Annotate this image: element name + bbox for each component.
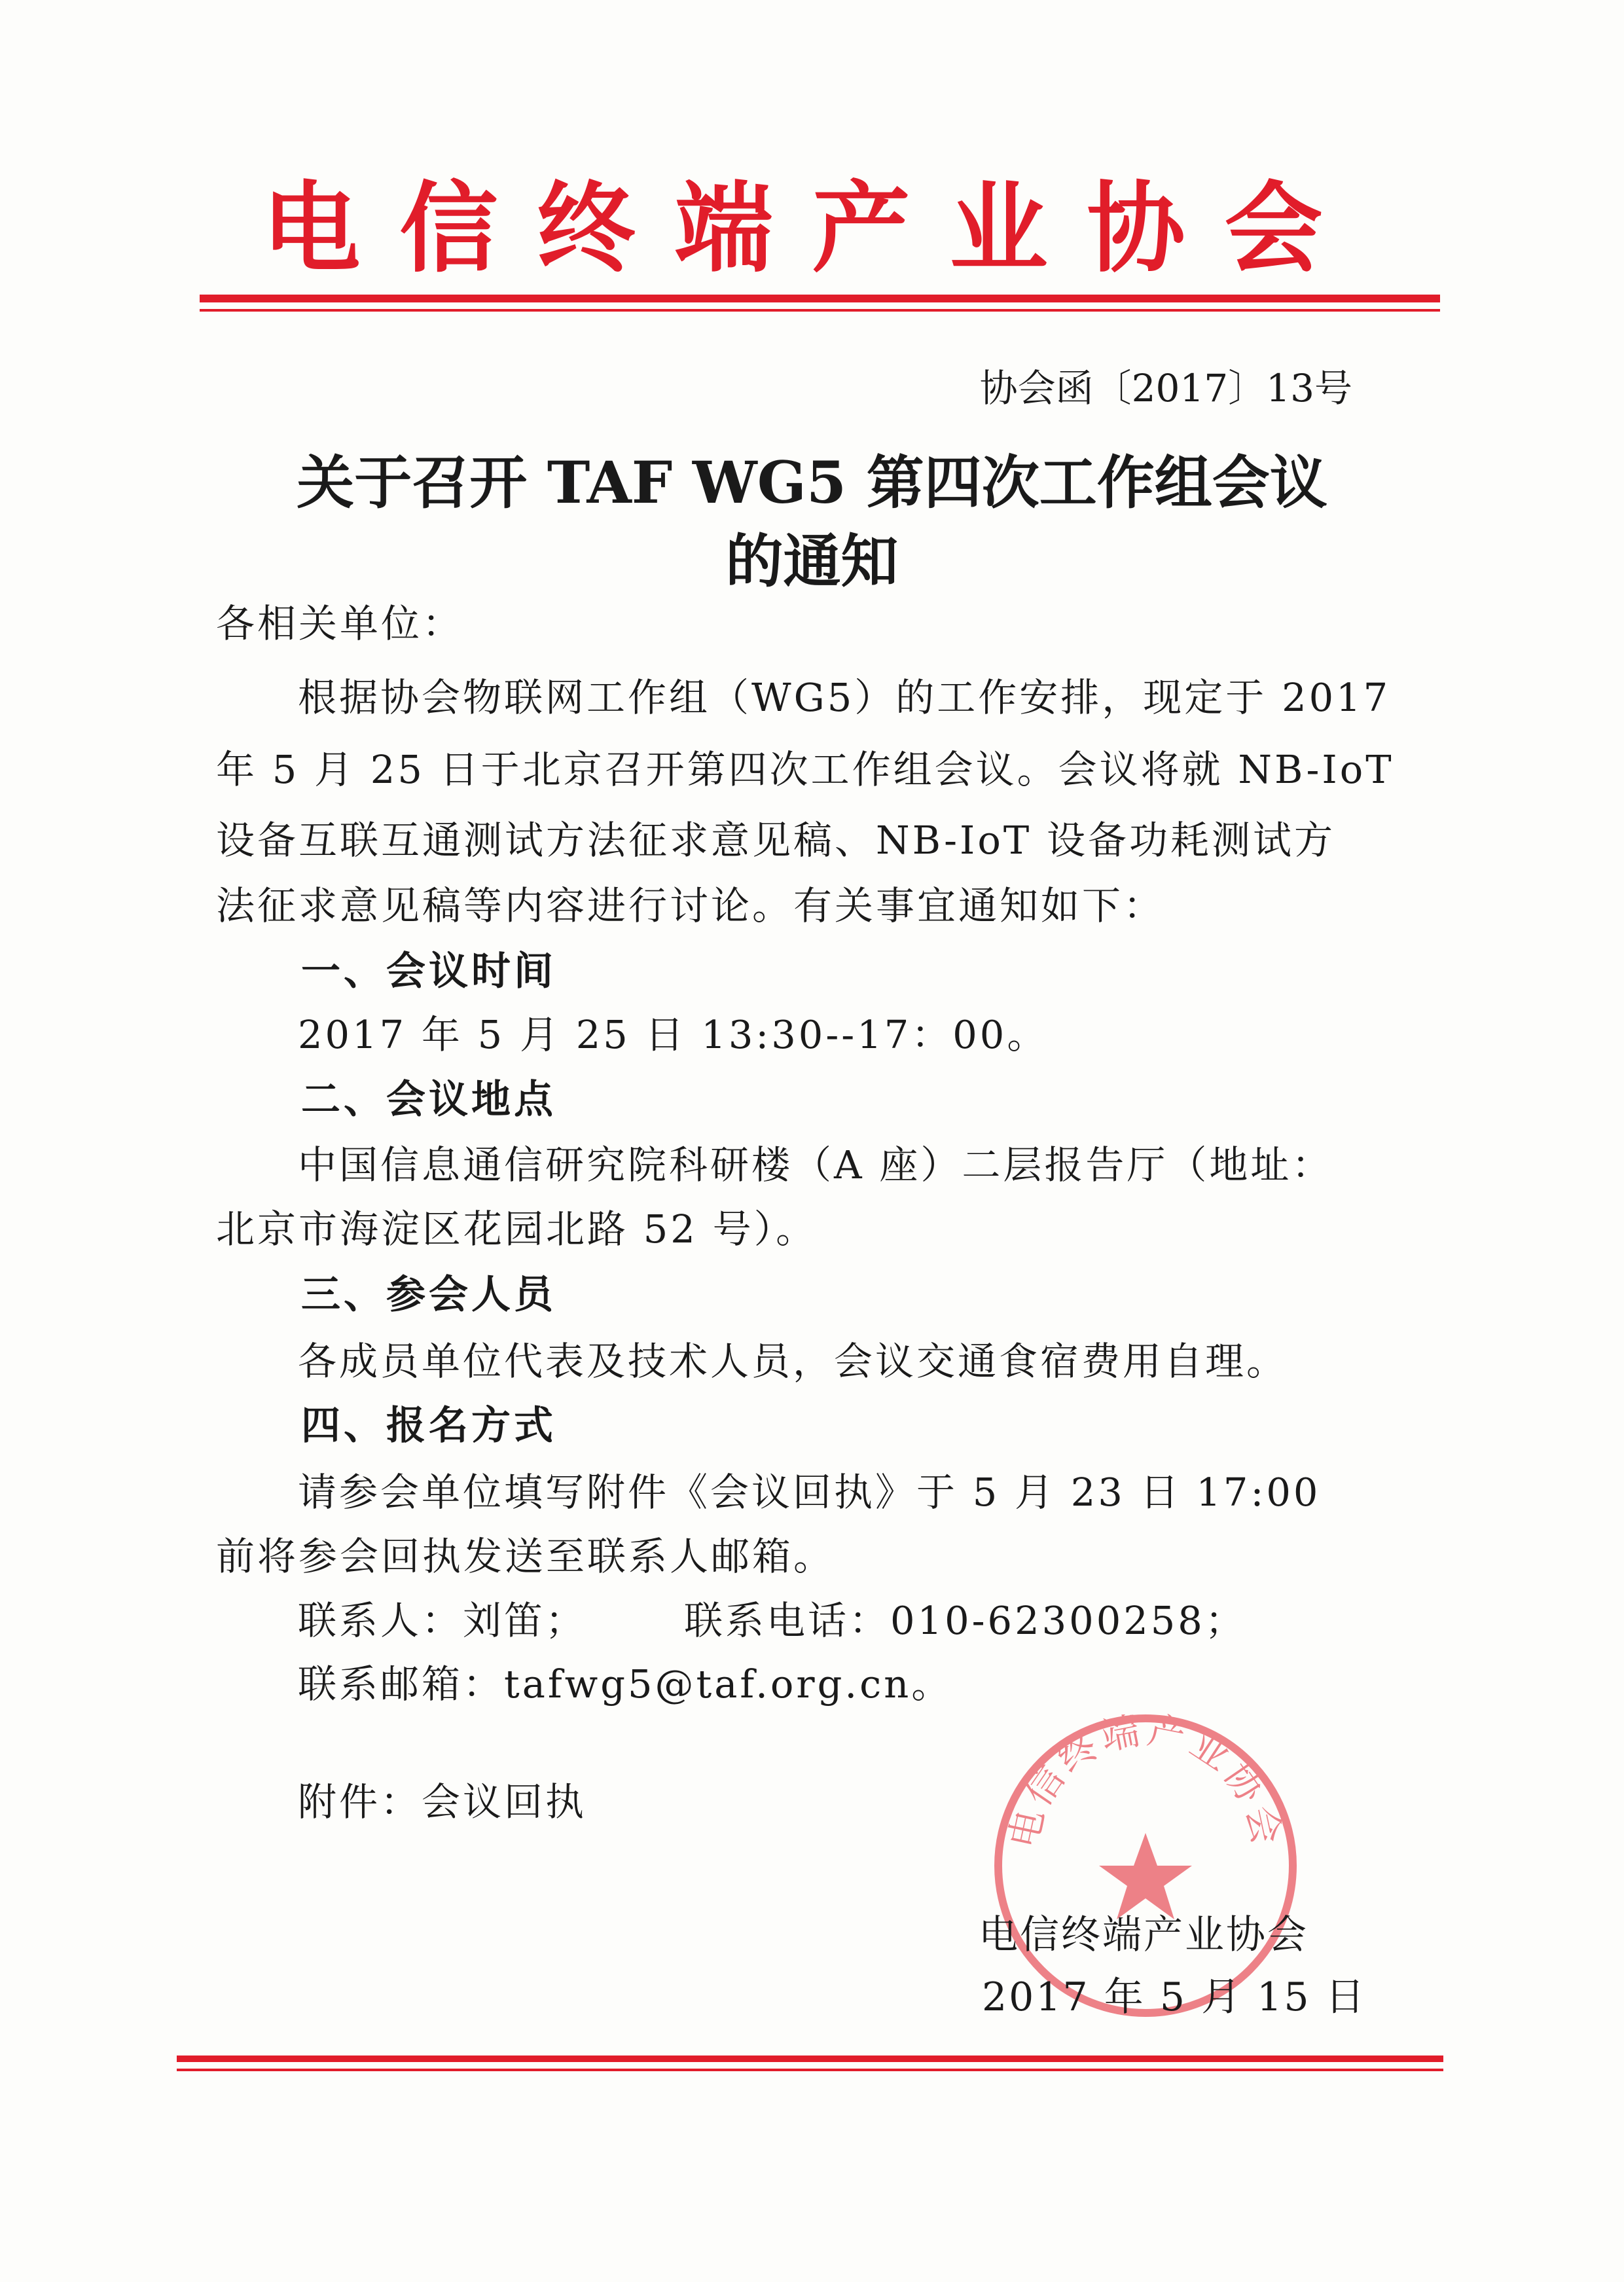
- notice-title-line-1: 关于召开 TAF WG5 第四次工作组会议: [297, 448, 1327, 516]
- signature-org: 电信终端产业协会: [979, 1912, 1308, 1958]
- section-heading-location: 二、会议地点: [301, 1077, 556, 1123]
- section-heading-time: 一、会议时间: [301, 949, 556, 994]
- section-attendees-text: 各成员单位代表及技术人员，会议交通食宿费用自理。: [298, 1339, 1288, 1384]
- contact-phone: 联系电话：010-62300258；: [684, 1598, 1246, 1643]
- footer-divider-thick: [177, 2056, 1443, 2062]
- footer-divider-thin: [177, 2069, 1443, 2071]
- intro-line: 根据协会物联网工作组（WG5）的工作安排，现定于 2017: [298, 675, 1391, 720]
- section-time-text: 2017 年 5 月 25 日 13:30--17：00。: [298, 1012, 1049, 1057]
- section-heading-attendees: 三、参会人员: [301, 1272, 556, 1318]
- document-number: 协会函〔2017〕13号: [979, 366, 1352, 410]
- intro-line: 法征求意见稿等内容进行讨论。有关事宜通知如下：: [216, 883, 1165, 928]
- notice-title-line-2: 的通知: [725, 527, 899, 595]
- salutation: 各相关单位：: [216, 601, 464, 646]
- section-registration-text: 请参会单位填写附件《会议回执》于 5 月 23 日 17:00: [298, 1470, 1321, 1515]
- contact-email: 联系邮箱：tafwg5@taf.org.cn。: [298, 1661, 953, 1707]
- header-divider-thick: [200, 295, 1440, 302]
- intro-line: 设备互联互通测试方法征求意见稿、NB-IoT 设备功耗测试方: [216, 818, 1335, 863]
- org-header-title: 电信终端产业协会: [262, 172, 1362, 286]
- section-registration-text: 前将参会回执发送至联系人邮箱。: [216, 1534, 835, 1579]
- intro-line: 年 5 月 25 日于北京召开第四次工作组会议。会议将就 NB-IoT: [216, 747, 1394, 792]
- section-heading-registration: 四、报名方式: [301, 1403, 556, 1449]
- attachment-note: 附件：会议回执: [298, 1779, 587, 1824]
- contact-person: 联系人：刘笛；: [298, 1598, 587, 1643]
- seal-text: 电信终端产业协会: [1001, 1707, 1290, 1853]
- section-location-text: 北京市海淀区花园北路 52 号）。: [216, 1206, 818, 1252]
- header-divider-thin: [200, 309, 1440, 312]
- section-location-text: 中国信息通信研究院科研楼（A 座）二层报告厅（地址：: [298, 1142, 1333, 1187]
- svg-text:电信终端产业协会: [1001, 1708, 1290, 1853]
- signature-date: 2017 年 5 月 15 日: [982, 1974, 1367, 2020]
